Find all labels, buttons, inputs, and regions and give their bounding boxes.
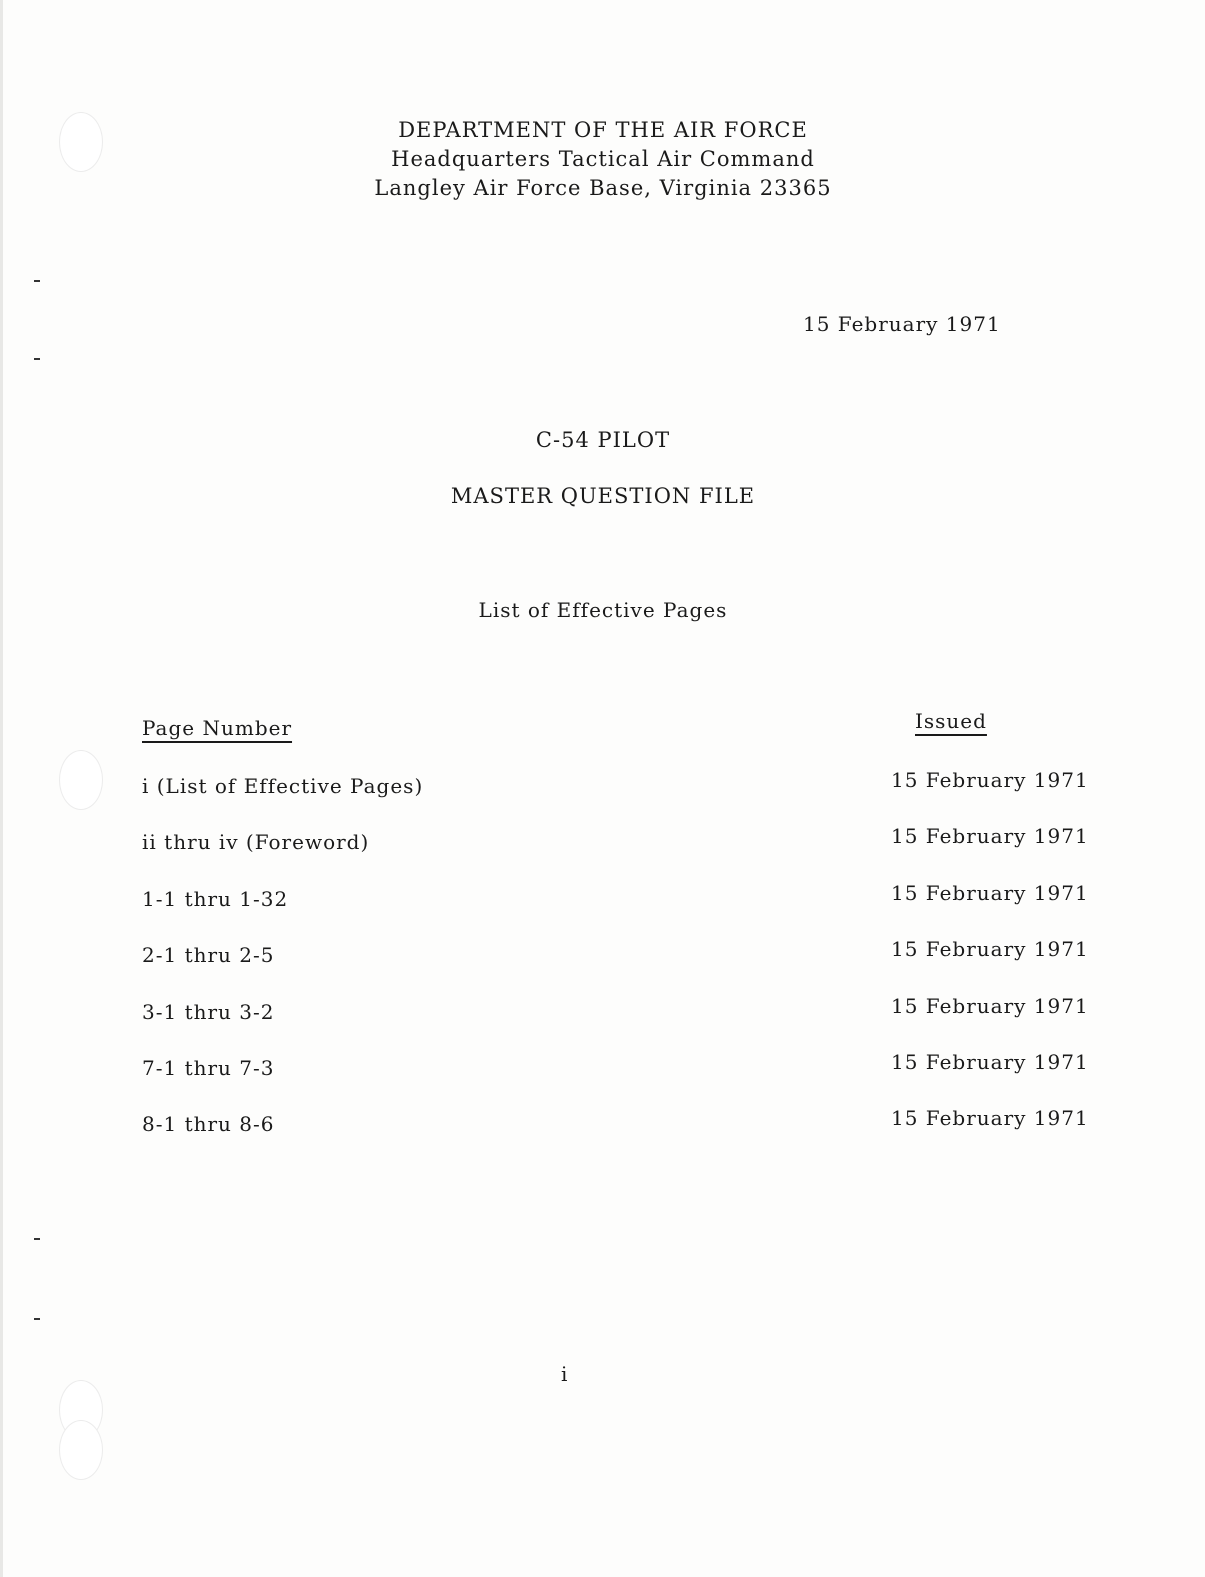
punch-hole (59, 112, 103, 172)
row-issued-date: 15 February 1971 (891, 768, 1089, 792)
table-row (142, 824, 1112, 860)
row-issued-date: 15 February 1971 (891, 937, 1089, 961)
table-row (142, 768, 1112, 804)
table-row (142, 994, 1112, 1030)
document-subtitle: MASTER QUESTION FILE (450, 484, 756, 508)
scan-mark (34, 1318, 40, 1320)
row-page-number: 8-1 thru 8-6 (142, 1112, 275, 1136)
row-issued-date: 15 February 1971 (891, 1106, 1089, 1130)
document-date: 15 February 1971 (803, 312, 1001, 336)
table-row (142, 1106, 1112, 1142)
row-page-number: 2-1 thru 2-5 (142, 943, 275, 967)
letterhead (303, 116, 903, 203)
row-page-number: ii thru iv (Foreword) (142, 830, 370, 854)
document-title: C-54 PILOT (535, 428, 671, 452)
letterhead-command: Headquarters Tactical Air Command (391, 147, 815, 171)
letterhead-department: DEPARTMENT OF THE AIR FORCE (398, 118, 808, 142)
table-row (142, 937, 1112, 973)
letterhead-address: Langley Air Force Base, Virginia 23365 (374, 176, 832, 200)
punch-hole (59, 1420, 103, 1480)
scan-mark (34, 1238, 40, 1240)
column-header-page-number: Page Number (142, 716, 293, 740)
table-row (142, 1050, 1112, 1086)
row-issued-date: 15 February 1971 (891, 881, 1089, 905)
section-title: List of Effective Pages (478, 598, 728, 622)
row-issued-date: 15 February 1971 (891, 824, 1089, 848)
scan-mark (34, 358, 40, 360)
row-page-number: 1-1 thru 1-32 (142, 887, 289, 911)
row-page-number: i (List of Effective Pages) (142, 774, 424, 798)
row-issued-date: 15 February 1971 (891, 1050, 1089, 1074)
table-row (142, 881, 1112, 917)
row-page-number: 3-1 thru 3-2 (142, 1000, 275, 1024)
column-header-issued: Issued (915, 709, 987, 733)
row-issued-date: 15 February 1971 (891, 994, 1089, 1018)
row-page-number: 7-1 thru 7-3 (142, 1056, 275, 1080)
scan-mark (34, 280, 40, 282)
punch-hole (59, 750, 103, 810)
page-folio: i (561, 1362, 568, 1386)
